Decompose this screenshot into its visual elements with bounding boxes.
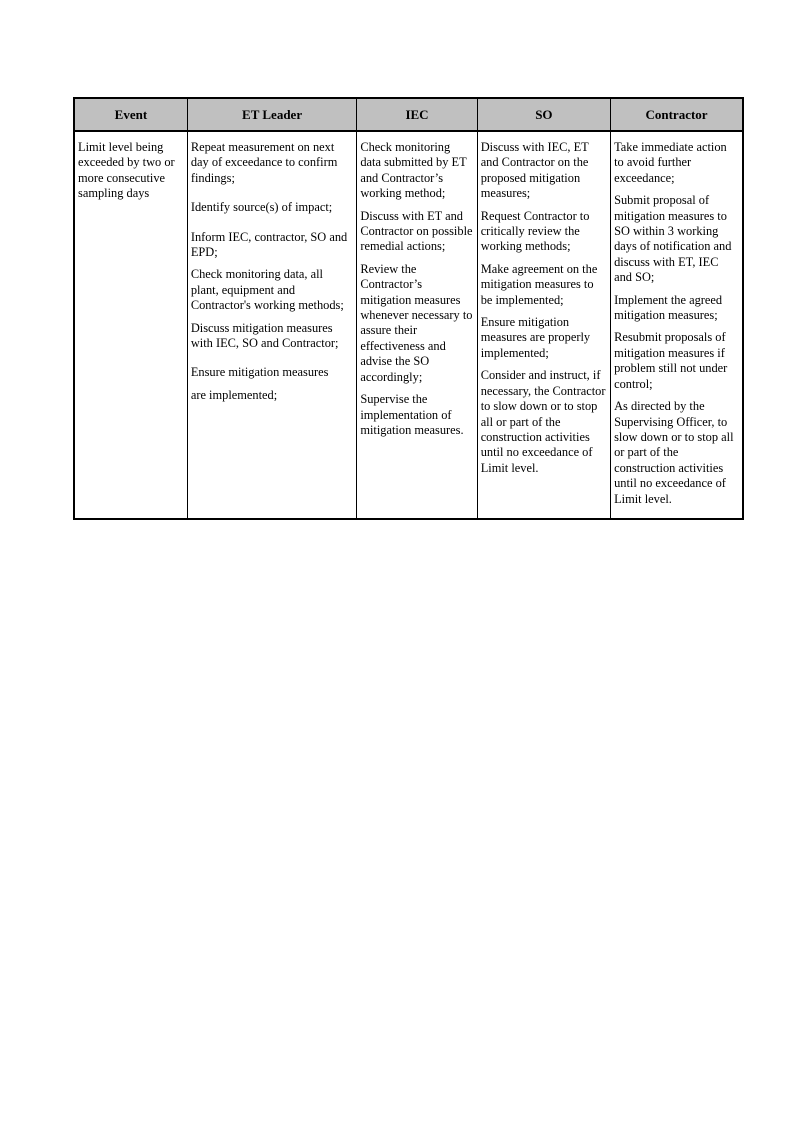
header-contractor: Contractor bbox=[611, 98, 743, 131]
contractor-action: Submit proposal of mitigation measures to SO within 3 working days of notification and discuss with ET, IEC and SO; bbox=[614, 193, 732, 285]
et-leader-action: are implemented; bbox=[190, 387, 278, 402]
contractor-action: Resubmit proposals of mitigation measures if problem still not under control; bbox=[614, 330, 728, 391]
table-row bbox=[74, 131, 743, 519]
table-body bbox=[74, 131, 743, 519]
header-event: Event bbox=[74, 98, 187, 131]
et-leader-action: Check monitoring data, all plant, equipment and Contractor's working methods; bbox=[190, 267, 344, 313]
et-leader-action: Discuss mitigation measures with IEC, SO and Contractor; bbox=[190, 320, 339, 351]
et-leader-action: Ensure mitigation measures bbox=[190, 365, 329, 380]
so-action: Request Contractor to critically review the working methods; bbox=[480, 208, 590, 254]
iec-action: Check monitoring data submitted by ET and Contractor’s working method; bbox=[360, 140, 467, 201]
contractor-action: As directed by the Supervising Officer, to slow down or to stop all or part of the construction activities until no exceedance of Limit level. bbox=[614, 399, 734, 506]
et-leader-action: Inform IEC, contractor, SO and EPD; bbox=[190, 229, 348, 260]
cell-event bbox=[74, 131, 187, 519]
header-iec: IEC bbox=[357, 98, 477, 131]
cell-et-leader bbox=[187, 131, 357, 519]
cell-contractor bbox=[611, 131, 743, 519]
action-plan-table bbox=[73, 97, 744, 520]
contractor-action: Take immediate action to avoid further exceedance; bbox=[614, 140, 727, 185]
contractor-action: Implement the agreed mitigation measures; bbox=[614, 292, 723, 323]
header-so: SO bbox=[477, 98, 610, 131]
cell-so bbox=[477, 131, 610, 519]
cell-iec bbox=[357, 131, 477, 519]
iec-action: Supervise the implementation of mitigation measures. bbox=[360, 392, 464, 437]
et-leader-action: Identify source(s) of impact; bbox=[190, 200, 333, 215]
iec-action: Discuss with ET and Contractor on possible remedial actions; bbox=[360, 208, 473, 254]
so-action: Ensure mitigation measures are properly implemented; bbox=[480, 315, 591, 360]
header-et-leader: ET Leader bbox=[187, 98, 357, 131]
so-action: Discuss with IEC, ET and Contractor on the proposed mitigation measures; bbox=[480, 140, 589, 201]
header-row bbox=[74, 98, 743, 131]
et-leader-action: Repeat measurement on next day of exceedance to confirm findings; bbox=[190, 140, 338, 185]
iec-action: Review the Contractor’s mitigation measures whenever necessary to assure their effectiveness and advise the SO accordingly; bbox=[360, 261, 473, 384]
so-action: Consider and instruct, if necessary, the Contractor to slow down or to stop all or part of the construction activities until no exceedance of Limit level. bbox=[480, 368, 606, 475]
so-action: Make agreement on the mitigation measures to be implemented; bbox=[480, 261, 598, 307]
table-header bbox=[74, 98, 743, 131]
event-text: Limit level being exceeded by two or more consecutive sampling days bbox=[78, 140, 175, 201]
